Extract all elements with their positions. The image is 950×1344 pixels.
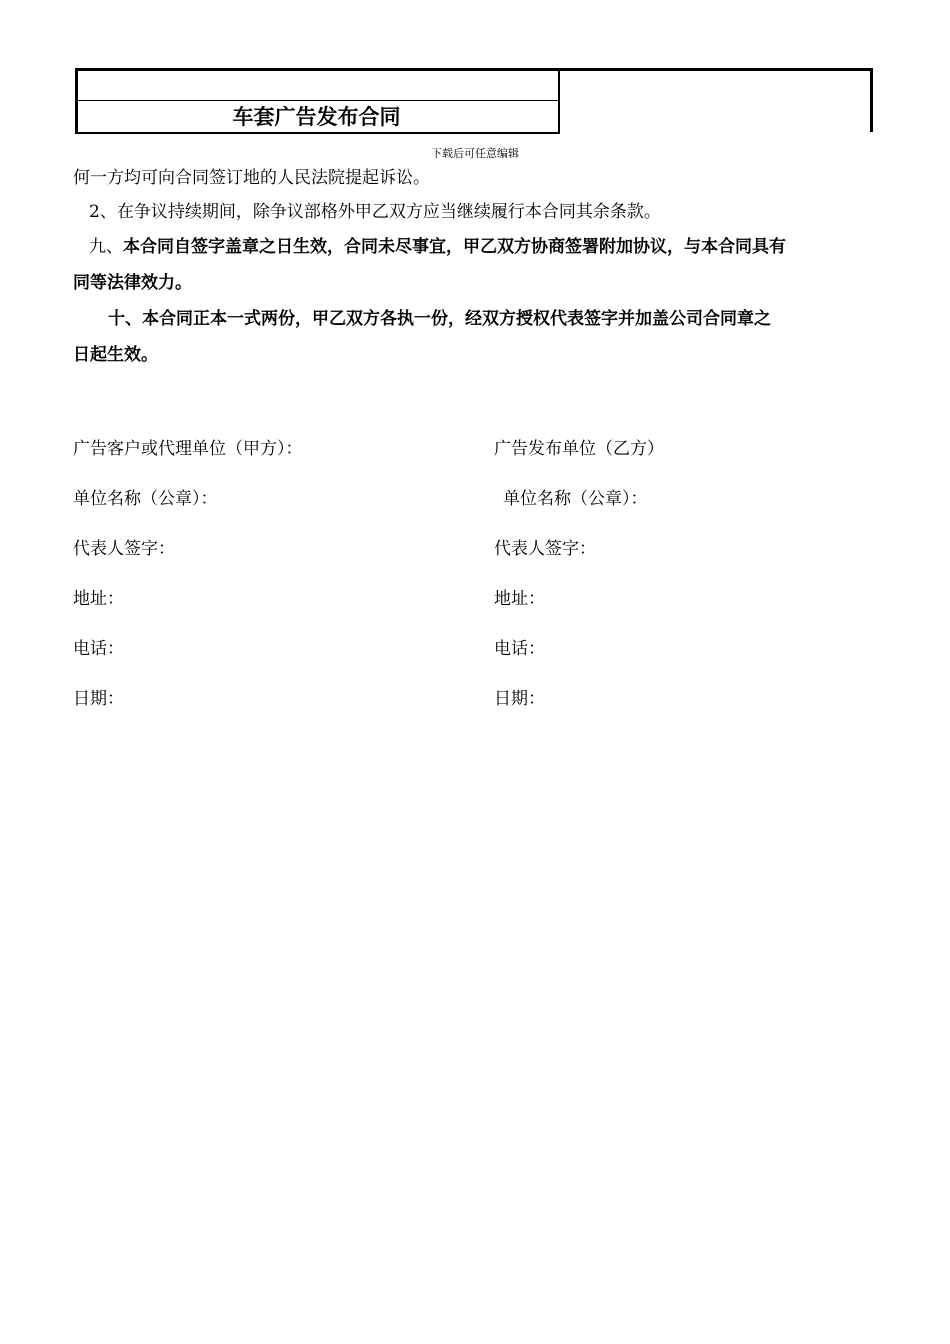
document-title: 车套广告发布合同: [232, 105, 401, 129]
clause-9-line-1: [89, 236, 899, 258]
party-a-address: 地址：: [73, 589, 124, 609]
party-b-heading: 广告发布单位（乙方）: [494, 439, 664, 459]
party-a-name: 单位名称（公章）：: [73, 489, 218, 509]
party-b-rep: 代表人签字：: [494, 539, 596, 559]
party-b-address: 地址：: [494, 589, 545, 609]
header-row-divider: [75, 100, 560, 101]
party-a-rep: 代表人签字：: [73, 539, 175, 559]
clause-9-line-2: 同等法律效力。: [73, 273, 192, 293]
header-border-right: [870, 68, 873, 132]
party-b-name: 单位名称（公章）：: [503, 489, 648, 509]
party-b-date: 日期：: [494, 689, 545, 709]
party-b-phone: 电话：: [494, 639, 545, 659]
clause-9-text: 本合同自签字盖章之日生效，合同未尽事宜，甲乙双方协商签署附加协议，与本合同具有: [123, 237, 786, 257]
header-border-top: [75, 68, 873, 71]
header-border-middle: [558, 68, 560, 134]
clause-2: 2、在争议持续期间，除争议部格外甲乙双方应当继续履行本合同其余条款。: [89, 202, 661, 222]
party-a-date: 日期：: [73, 689, 124, 709]
party-a-heading: 广告客户或代理单位（甲方）：: [73, 439, 303, 459]
clause-line-1: 何一方均可向合同签订地的人民法院提起诉讼。: [73, 168, 430, 188]
header-table: [75, 68, 873, 134]
edit-note: 下载后可任意编辑: [431, 147, 519, 160]
clause-10-line-1: 十、本合同正本一式两份，甲乙双方各执一份，经双方授权代表签字并加盖公司合同章之: [108, 309, 771, 329]
party-a-phone: 电话：: [73, 639, 124, 659]
header-border-bottom: [75, 132, 560, 134]
clause-9-prefix: 九、: [89, 237, 123, 257]
clause-10-line-2: 日起生效。: [73, 345, 158, 365]
